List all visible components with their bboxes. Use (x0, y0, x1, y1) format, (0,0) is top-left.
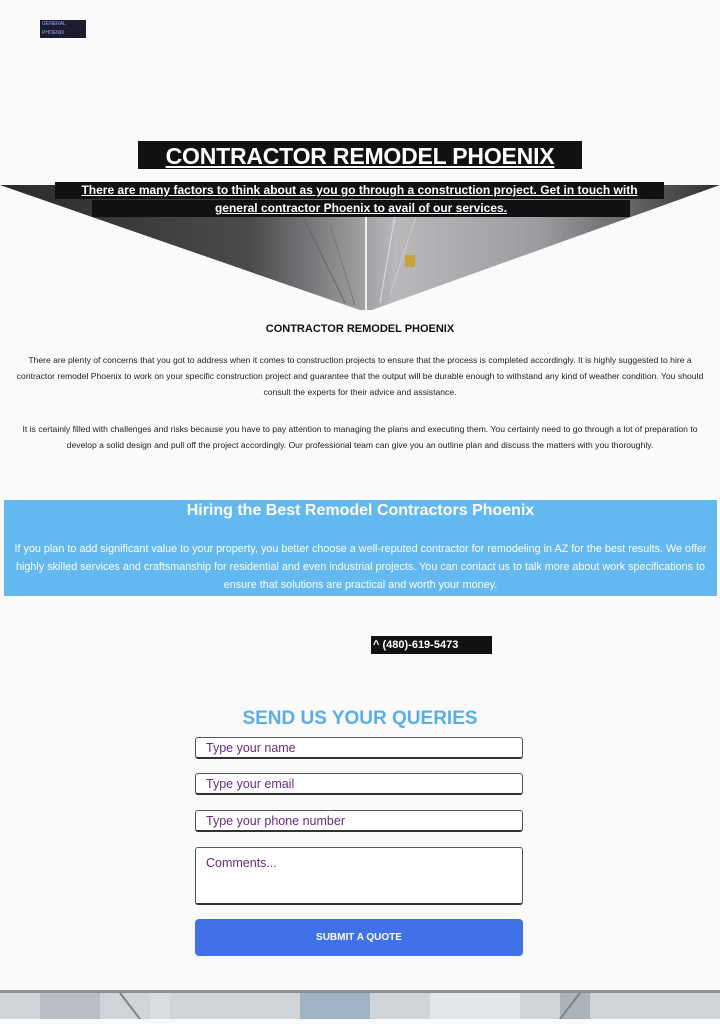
footer-photo (0, 990, 720, 1019)
hiring-text: If you plan to add significant value to your property, you better choose a well-reputed contractor for remodeling in AZ for the best results. We offer highly skilled services and craftsmanship for residential and even industrial projects. You can contact us to talk more about work specifications to ensure that solutions are practical and worth your money. (14, 543, 707, 591)
footer-image (0, 990, 720, 1019)
email-input[interactable] (195, 773, 523, 795)
intro-paragraph-2: It is certainly filled with challenges and risks because you have to pay attention to managing the plans and executing them. You certainly need to go through a lot of preparation to develop a solid design and pull off the project accordingly. Our professional team can give you an outline plan and discuss the matters with you thoroughly. (22, 424, 698, 450)
section-heading: CONTRACTOR REMODEL PHOENIX (265, 323, 455, 335)
logo[interactable] (40, 20, 86, 38)
submit-quote-button[interactable]: SUBMIT A QUOTE (195, 919, 523, 956)
hiring-heading: Hiring the Best Remodel Contractors Phoenix (186, 502, 535, 519)
hero-title: CONTRACTOR REMODEL PHOENIX (138, 141, 582, 169)
logo-line2: PHOENIX (42, 30, 65, 36)
name-input[interactable] (195, 737, 523, 759)
form-title: SEND US YOUR QUERIES (242, 708, 478, 729)
hiring-banner (4, 500, 717, 596)
phone-link[interactable]: ^ (480)-619-5473 (371, 636, 492, 654)
phone-input[interactable] (195, 810, 523, 832)
intro-paragraph-1: There are plenty of concerns that you got to address when it comes to construction projects to ensure that the process is completed accordingly. It is highly suggested to hire a contractor remodel Phoenix to work on your specific construction project and guarantee that the output will be durable enough to withstand any kind of weather condition. You should consult the experts for their advice and assistance. (16, 355, 704, 397)
logo-line1: GENERAL (42, 21, 66, 27)
comments-textarea[interactable] (195, 847, 523, 905)
hero-subtitle-line2: general contractor Phoenix to avail of our services. (92, 200, 630, 217)
hero-subtitle-line1: There are many factors to think about as you go through a construction project. Get in touch with (55, 182, 664, 199)
